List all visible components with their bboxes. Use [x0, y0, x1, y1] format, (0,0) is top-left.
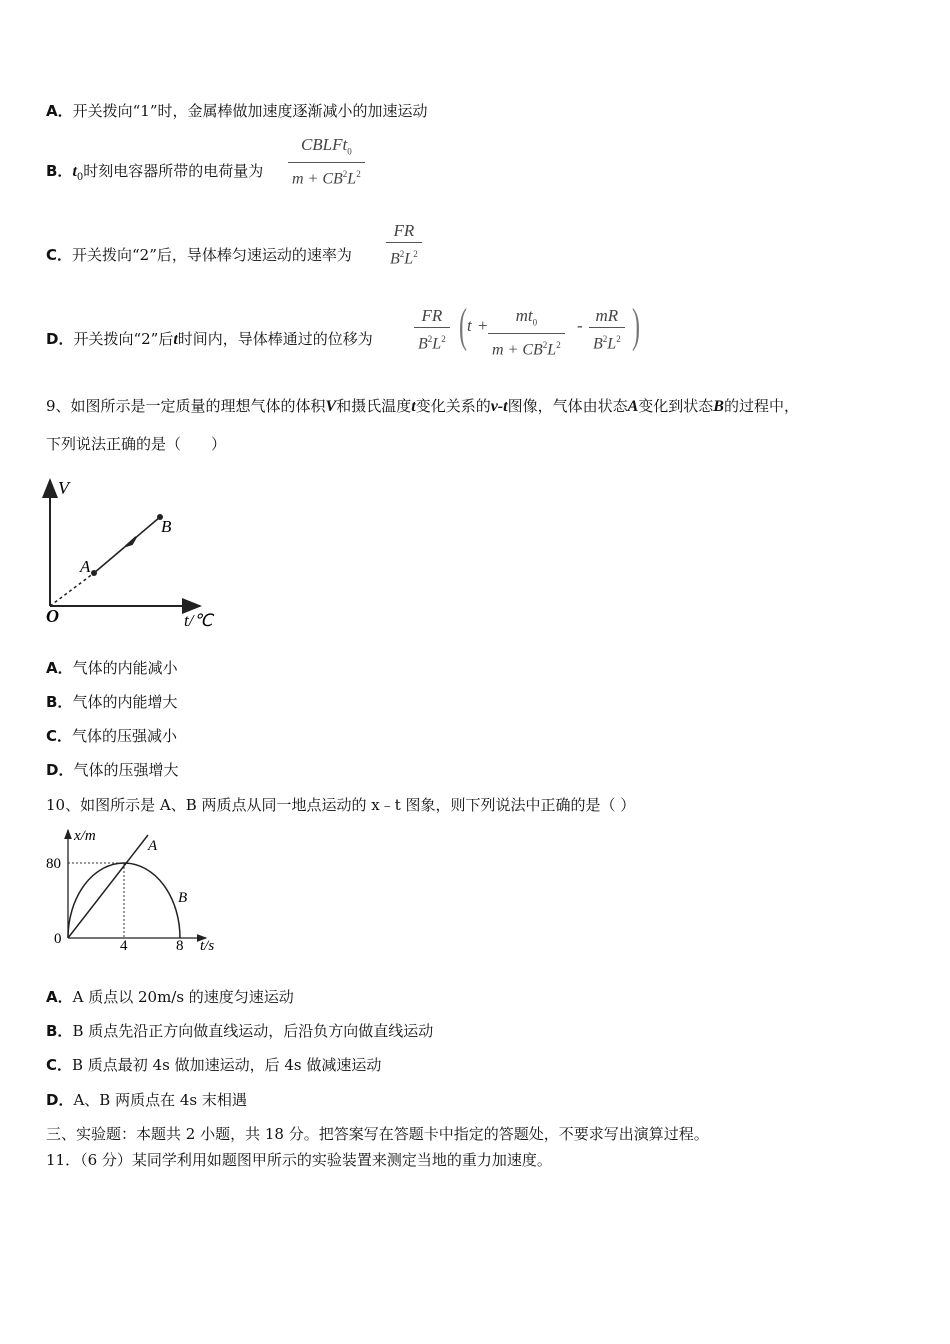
left-paren: (: [458, 299, 467, 352]
denominator-b: B: [593, 335, 603, 353]
option-letter: C．: [46, 727, 73, 745]
q9-option-c: [46, 726, 177, 746]
denominator-l: L: [347, 170, 357, 188]
numerator: FR: [421, 306, 443, 325]
q9-option-d: [46, 760, 178, 780]
y-tick-80: 80: [46, 856, 61, 872]
origin-label: O: [46, 606, 59, 626]
denominator-b: B: [418, 335, 428, 353]
sup: 2: [413, 249, 418, 259]
option-letter: B．: [46, 693, 73, 711]
option-letter: D．: [46, 1091, 74, 1109]
option-letter: A．: [46, 102, 73, 120]
state-b: B: [713, 398, 724, 415]
q9-option-b: [46, 692, 177, 712]
option-text: 气体的内能增大: [72, 693, 178, 711]
x-axis-label: t/s: [200, 938, 215, 954]
sup: 2: [602, 334, 608, 344]
option-text-post: 时间内，导体棒通过的位移为: [177, 330, 373, 348]
x-tick-4: 4: [120, 938, 128, 954]
direction-arrow: [126, 537, 136, 546]
q8-option-d: [46, 329, 373, 350]
option-letter: A．: [46, 988, 73, 1006]
state-a: A: [627, 398, 639, 415]
option-text-pre: 开关拨向“2”后: [73, 330, 174, 348]
speed-fraction: [386, 220, 422, 270]
option-text: B 质点先沿正方向做直线运动，后沿负方向做直线运动: [72, 1022, 434, 1040]
x-axis-label: t/℃: [184, 611, 213, 630]
sup: 2: [399, 249, 405, 259]
y-label-text: x/m: [74, 828, 96, 844]
stem-text: 的过程中，: [723, 397, 799, 415]
right-paren: ): [631, 299, 640, 352]
variable-v: V: [325, 398, 337, 415]
option-text: A 质点以 20m/s 的速度匀速运动: [72, 988, 294, 1006]
charge-fraction: [288, 134, 365, 191]
plus-sign: +: [478, 316, 488, 335]
option-text: 气体的内能减小: [72, 659, 178, 677]
stem-text: 变化关系的: [415, 397, 491, 415]
q10-option-d: [46, 1090, 247, 1110]
q9-option-a: [46, 658, 178, 678]
sup: 2: [342, 169, 348, 180]
q8-option-c: [46, 245, 352, 265]
option-text: 气体的压强增大: [73, 761, 179, 779]
label-a: A: [148, 838, 158, 854]
stem-text: 变化到状态: [638, 397, 714, 415]
sup: 2: [441, 334, 446, 344]
sup: 2: [556, 340, 561, 351]
denominator-l: L: [547, 341, 557, 359]
y-axis-label: V: [58, 478, 69, 498]
vt-graph: [40, 474, 230, 634]
option-letter: D．: [46, 330, 74, 348]
numerator: mt: [515, 306, 533, 325]
option-letter: A．: [46, 659, 73, 677]
option-text: 开关拨向“2”后，导体棒匀速运动的速率为: [72, 246, 352, 264]
label-b: B: [178, 890, 188, 906]
label-b: B: [161, 517, 172, 536]
variable-t: t: [72, 163, 77, 180]
option-letter: B．: [46, 162, 73, 180]
denominator-l: L: [607, 335, 617, 353]
stem-text: 和摄氏温度: [336, 397, 412, 415]
subscript: 0: [76, 172, 84, 183]
q10-stem: 10、如图所示是 A、B 两质点从同一地点运动的 x﹣t 图象，则下列说法中正确的是（ ）: [46, 796, 636, 814]
y-axis-label: [73, 828, 96, 844]
sup: 2: [542, 340, 548, 351]
numerator: mR: [595, 306, 619, 325]
x-tick-8: 8: [176, 938, 184, 954]
term-t: t: [467, 316, 472, 335]
option-text: 气体的压强减小: [72, 727, 178, 745]
q9-stem-line1: [46, 396, 799, 417]
option-letter: C．: [46, 246, 73, 264]
denominator-l: L: [432, 335, 442, 353]
xt-graph: [44, 826, 234, 958]
numerator: FR: [393, 221, 415, 240]
q11-stem: 11．（6 分）某同学利用如题图甲所示的实验装置来测定当地的重力加速度。: [46, 1151, 552, 1169]
option-letter: D．: [46, 761, 74, 779]
dashed-extension: [50, 573, 94, 606]
fraction-mt: [488, 305, 565, 362]
stem-text: 图像，气体由状态: [507, 397, 628, 415]
section-heading: 三、实验题：本题共 2 小题，共 18 分。把答案写在答题卡中指定的答题处，不要求写出演算过程。: [46, 1125, 709, 1143]
numerator-sub: 0: [532, 317, 538, 328]
minus-sign: -: [577, 316, 583, 335]
q10-option-b: [46, 1021, 433, 1041]
denominator-l: L: [404, 250, 414, 268]
q9-stem-line2: 下列说法正确的是（ ）: [46, 435, 227, 453]
variable-t: t: [173, 331, 178, 348]
numerator-sub: 0: [347, 146, 352, 157]
fraction-mr: [589, 305, 625, 355]
origin-label: 0: [54, 931, 62, 947]
q10-option-c: [46, 1055, 381, 1075]
numerator: CBLFt: [300, 135, 348, 154]
sup: 2: [427, 334, 433, 344]
label-a: A: [80, 557, 91, 576]
q8-option-b: [46, 161, 263, 188]
sup: 2: [356, 169, 361, 180]
point-a: [91, 570, 97, 576]
sup: 2: [616, 334, 621, 344]
option-text: 时刻电容器所带的电荷量为: [83, 162, 264, 180]
variable-vt: v-t: [490, 398, 508, 415]
variable-t: t: [411, 398, 416, 415]
option-letter: B．: [46, 1022, 73, 1040]
q10-option-a: [46, 987, 294, 1007]
option-text: 开关拨向“1”时，金属棒做加速度逐渐减小的加速运动: [72, 102, 428, 120]
option-text: B 质点最初 4s 做加速运动，后 4s 做减速运动: [72, 1056, 382, 1074]
line-a: [68, 835, 148, 938]
q8-option-a: [46, 101, 428, 121]
denominator: m + CB: [492, 341, 543, 359]
fraction-fr: [414, 305, 450, 355]
option-letter: C．: [46, 1056, 73, 1074]
denominator-b: B: [390, 250, 400, 268]
denominator: m + CB: [292, 170, 343, 188]
stem-text: 9、如图所示是一定质量的理想气体的体积: [46, 397, 326, 415]
option-text: A、B 两质点在 4s 末相遇: [73, 1091, 247, 1109]
